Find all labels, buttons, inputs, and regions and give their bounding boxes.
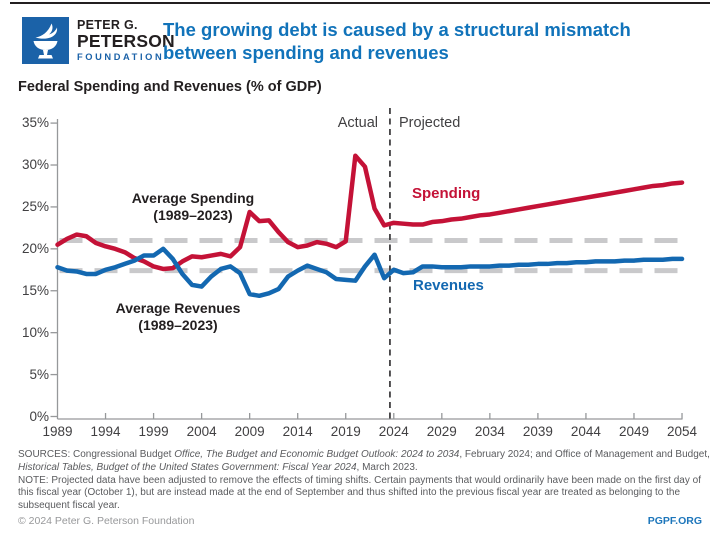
chart-title: Federal Spending and Revenues (% of GDP) (18, 79, 322, 95)
logo-line-2: PETERSON (77, 30, 175, 51)
logo-line-1: PETER G. (77, 18, 138, 32)
y-tick-label: 10% (21, 324, 49, 340)
projected-label: Projected (399, 115, 461, 131)
x-tick-label: 1989 (42, 424, 73, 439)
pgpf-org-link[interactable]: PGPF.ORG (647, 515, 702, 527)
x-tick-label: 2049 (618, 424, 649, 439)
sources-text: SOURCES: Congressional Budget Office, The Budget and Economic Budget Outlook: 2024 to 2034, February 2024; and Office of Management and Budget, Historical Tables, Budget of the United States Government: Fiscal Year 2024, March 2023. (18, 449, 710, 473)
actual-label: Actual (337, 115, 378, 131)
y-tick-label: 0% (29, 408, 49, 424)
y-tick-label: 20% (21, 240, 49, 256)
revenues-series-label: Revenues (413, 277, 484, 294)
page-title-line-2: between spending and revenues (163, 42, 449, 63)
y-tick-label: 15% (21, 282, 49, 298)
x-tick-label: 2039 (522, 424, 553, 439)
x-tick-label: 2054 (666, 424, 698, 439)
x-tick-label: 2044 (570, 424, 601, 439)
x-tick-label: 2014 (282, 424, 313, 439)
y-tick-label: 25% (21, 198, 49, 214)
y-tick-label: 35% (21, 115, 49, 131)
x-tick-label: 2004 (186, 424, 217, 439)
x-tick-label: 2009 (234, 424, 265, 439)
average-revenues-label (98, 300, 258, 333)
average-spending-label-line-1: Average Spending (131, 190, 255, 206)
average-revenues-label-line-1: Average Revenues (115, 300, 241, 316)
x-tick-label: 2034 (474, 424, 505, 439)
footnote-block (18, 449, 712, 513)
x-tick-label: 1994 (90, 424, 121, 439)
spending-series-label: Spending (412, 185, 481, 202)
x-tick-label: 1999 (138, 424, 169, 439)
average-spending-label (113, 190, 273, 223)
average-spending-label-line-2: (1989–2023) (153, 206, 233, 223)
x-tick-label: 2029 (426, 424, 457, 439)
average-revenues-label-line-2: (1989–2023) (138, 316, 218, 333)
note-text: NOTE: Projected data have been adjusted to remove the effects of timing shifts. Certain payments that would ordinarily have been made on the first day of this fiscal year (October 1), but are instead made at the end of September and thus shifted into the previous fiscal year are treated as belonging to the subsequent fiscal year. (18, 474, 701, 512)
y-tick-label: 30% (21, 157, 49, 172)
x-tick-label: 2019 (330, 424, 361, 439)
page-title-line-1: The growing debt is caused by a structural mismatch (163, 19, 631, 40)
logo-line-3: FOUNDATION (77, 52, 165, 62)
x-tick-label: 2024 (378, 424, 409, 439)
copyright-text: © 2024 Peter G. Peterson Foundation (18, 515, 195, 527)
y-tick-label: 5% (29, 366, 49, 382)
